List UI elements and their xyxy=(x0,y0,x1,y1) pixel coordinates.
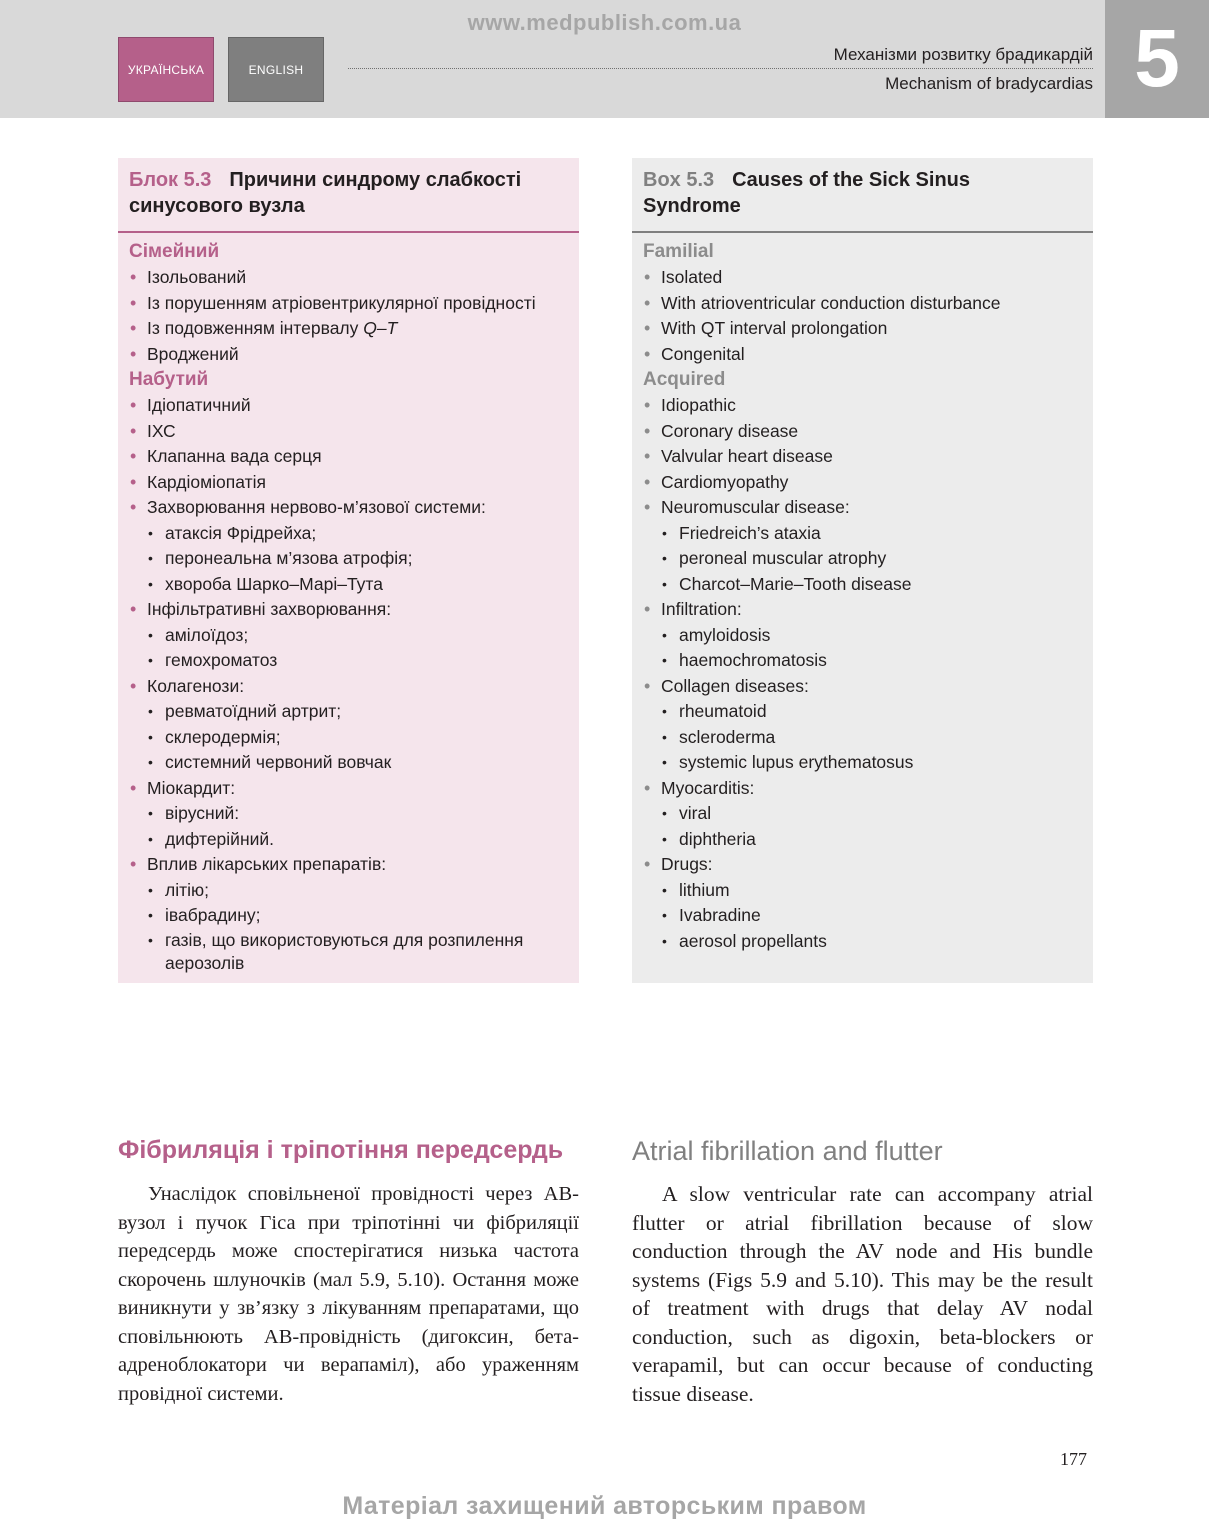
box-body xyxy=(118,233,579,975)
sub-list-item: • літію; xyxy=(148,879,209,900)
sub-list-item: • Friedreich’s ataxia xyxy=(662,522,821,543)
list-item: • Вплив лікарських препаратів: xyxy=(130,854,387,874)
box-title-line2: Syndrome xyxy=(643,195,741,217)
box-number: Box 5.3 xyxy=(643,169,715,191)
list-item: • Ізольований xyxy=(130,267,247,287)
sub-list-item: • перонеальна м’язова атрофія; xyxy=(148,548,413,568)
sub-list-item: • хвороба Шарко–Марі–Тута xyxy=(148,573,383,594)
sub-list-item: • гемохроматоз xyxy=(148,650,278,670)
list-item: • ІХС xyxy=(130,420,176,441)
list-item: • With atrioventricular conduction disturbance xyxy=(644,292,1001,313)
running-title-uk: Механізми розвитку брадикардій xyxy=(833,45,1093,64)
sub-list-item: • lithium xyxy=(662,879,730,900)
box-title-line1: Причини синдрому слабкості xyxy=(229,169,522,191)
sub-list-item: • haemochromatosis xyxy=(662,650,827,670)
sub-list-item: • газів, що використовуються для розпилення аерозолів xyxy=(148,929,524,973)
list-item: • Міокардит: xyxy=(130,777,236,798)
list-item: • Valvular heart disease xyxy=(644,446,833,466)
list-item: • Collagen diseases: xyxy=(644,675,809,696)
list-item: • Infiltration: xyxy=(644,599,742,619)
sub-list-item: • Ivabradine xyxy=(662,905,761,925)
language-tab-english[interactable]: ENGLISH xyxy=(228,37,324,102)
sub-list-item: • вірусний: xyxy=(148,803,240,823)
list-item: • Drugs: xyxy=(644,854,713,874)
sub-list-item: • системний червоний вовчак xyxy=(148,752,392,772)
list-item: • Congenital xyxy=(644,343,745,364)
sub-list-item: • ревматоїдний артрит; xyxy=(148,701,342,721)
sub-list-item: • aerosol propellants xyxy=(662,930,827,951)
section-title-en: Atrial fibrillation and flutter xyxy=(632,1136,943,1166)
paragraph-uk: Унаслідок сповільненої провідності через АВ-вузол і пучок Гіса при тріпотінні чи фібриляції передсердь може спостерігатися низька частота скорочень шлуночків (мал 5.9, 5.10). Остання може виникнути у зв’язку з лікуванням препаратами, що сповільнюють АВ-провідність (дигоксин, бета-адреноблокатори чи верапаміл), або ураженням провідної системи. xyxy=(118,1183,579,1405)
dotted-divider xyxy=(348,68,1093,69)
sub-list-item: • peroneal muscular atrophy xyxy=(662,548,887,568)
box-number: Блок 5.3 xyxy=(129,169,212,191)
sub-list-item: • systemic lupus erythematosus xyxy=(662,752,914,772)
sub-list-item: • атаксія Фрідрейха; xyxy=(148,522,317,543)
list-item: • Захворювання нервово-м’язової системи: xyxy=(130,497,486,517)
list-item: • Колагенози: xyxy=(130,675,245,696)
list-item: • Інфільтративні захворювання: xyxy=(130,599,392,619)
list-item: • Ідіопатичний xyxy=(130,395,251,415)
chapter-number: 5 xyxy=(1105,0,1209,118)
list-item: • Вроджений xyxy=(130,343,239,364)
running-title-en: Mechanism of bradycardias xyxy=(885,74,1093,93)
sub-list-item: • івабрадину; xyxy=(148,905,261,925)
box-causes-uk xyxy=(118,158,579,983)
category-acquired: Acquired xyxy=(643,369,726,390)
list-item: • With QT interval prolongation xyxy=(644,318,888,338)
list-item: • Із подовженням інтервалу Q–T xyxy=(130,318,398,338)
sub-list-item: • amyloidosis xyxy=(662,624,771,645)
sub-list-item: • амілоїдоз; xyxy=(148,624,249,645)
list-item: • Myocarditis: xyxy=(644,777,755,798)
sub-list-item: • склеродермія; xyxy=(148,726,281,747)
list-item: • Клапанна вада серця xyxy=(130,446,322,466)
box-causes-en xyxy=(632,158,1093,983)
box-title xyxy=(118,158,579,231)
sub-list-item: • viral xyxy=(662,803,712,823)
sub-list-item: • diphtheria xyxy=(662,828,756,849)
list-item: • Isolated xyxy=(644,267,723,287)
sub-list-item: • дифтерійний. xyxy=(148,828,275,849)
box-title xyxy=(632,158,1093,231)
list-item: • Coronary disease xyxy=(644,420,799,441)
sub-list-item: • scleroderma xyxy=(662,726,776,747)
section-title-uk: Фібриляція і тріпотіння передсердь xyxy=(118,1136,564,1164)
list-item: • Кардіоміопатія xyxy=(130,471,266,492)
watermark-bottom: Матеріал захищений авторським правом xyxy=(342,1492,867,1520)
sub-list-item: • Charcot–Marie–Tooth disease xyxy=(662,573,912,594)
category-familial: Familial xyxy=(643,241,714,262)
sub-list-item: • rheumatoid xyxy=(662,701,767,721)
watermark-top: www.medpublish.com.ua xyxy=(467,10,742,35)
paragraph-en: A slow ventricular rate can accompany atrial flutter or atrial fibrillation because of slow conduction through the AV node and His bundle systems (Figs 5.9 and 5.10). This may be the result of treatment with drugs that delay AV nodal conduction, such as digoxin, beta-blockers or verapamil, but can occur because of conducting tissue disease. xyxy=(632,1182,1093,1406)
box-body xyxy=(632,233,1093,954)
box-title-line2: синусового вузла xyxy=(129,195,305,217)
list-item: • Із порушенням атріовентрикулярної провідності xyxy=(130,292,536,313)
category-acquired: Набутий xyxy=(129,369,209,390)
language-tab-ukrainian[interactable]: УКРАЇНСЬКА xyxy=(118,37,214,102)
box-title-line1: Causes of the Sick Sinus xyxy=(732,169,971,191)
page-number: 177 xyxy=(1060,1449,1087,1469)
list-item: • Cardiomyopathy xyxy=(644,471,789,492)
list-item: • Idiopathic xyxy=(644,395,736,415)
category-familial: Сімейний xyxy=(129,241,220,262)
list-item: • Neuromuscular disease: xyxy=(644,497,850,517)
